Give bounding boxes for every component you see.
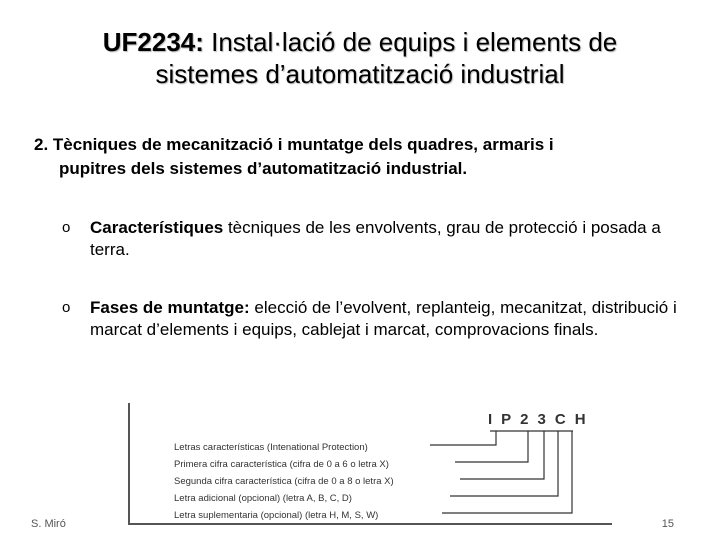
page-number: 15 <box>661 518 674 530</box>
bullet-body: elecció de l’evolvent, replanteig, mecanitzat, distribució i marcat d’elements i equips, cablejat i marcat, comprovacions finals. <box>90 298 677 339</box>
section-line1: Tècniques de mecanització i muntatge dels quadres, armaris i <box>48 135 554 154</box>
ip-row: Letra suplementaria (opcional) (letra H, M, S, W) <box>174 510 379 521</box>
connector-line <box>450 431 558 496</box>
connector-line <box>455 431 528 462</box>
slide-title <box>40 26 680 90</box>
section-heading <box>34 133 684 181</box>
section-number: 2. <box>34 135 49 154</box>
section-line2: pupitres dels sistemes d’automatització industrial. <box>59 159 468 178</box>
bullet-text <box>90 217 682 261</box>
footer-author: S. Miró <box>31 518 66 530</box>
bullet-item <box>62 217 682 261</box>
title-code: UF2234: <box>102 27 204 57</box>
ip-code-rows <box>174 439 394 524</box>
title-text: Instal·lació de equips i elements de <box>203 27 618 57</box>
ip-row: Primera cifra característica (cifra de 0 a 6 o letra X) <box>174 459 389 470</box>
connector-line <box>442 431 572 513</box>
bullet-marker: o <box>62 219 71 236</box>
bullet-bold: Característiques <box>90 218 224 237</box>
bullet-body: tècniques de les envolvents, grau de protecció i posada a terra. <box>90 218 661 259</box>
bullet-item <box>62 297 682 341</box>
ip-row: Letra adicional (opcional) (letra A, B, C, D) <box>174 493 352 504</box>
ip-row: Segunda cifra característica (cifra de 0 a 8 o letra X) <box>174 476 394 487</box>
connector-line <box>460 431 544 479</box>
ip-code-diagram <box>128 403 612 525</box>
bullet-bold: Fases de muntatge: <box>90 298 250 317</box>
bullet-text <box>90 297 682 341</box>
title-line2: sistemes d’automatització industrial <box>155 59 565 89</box>
bullet-marker: o <box>62 299 71 316</box>
ip-code-label: IP23CH <box>488 411 595 428</box>
ip-row: Letras características (Intenational Protection) <box>174 442 368 453</box>
connector-line <box>430 431 496 445</box>
